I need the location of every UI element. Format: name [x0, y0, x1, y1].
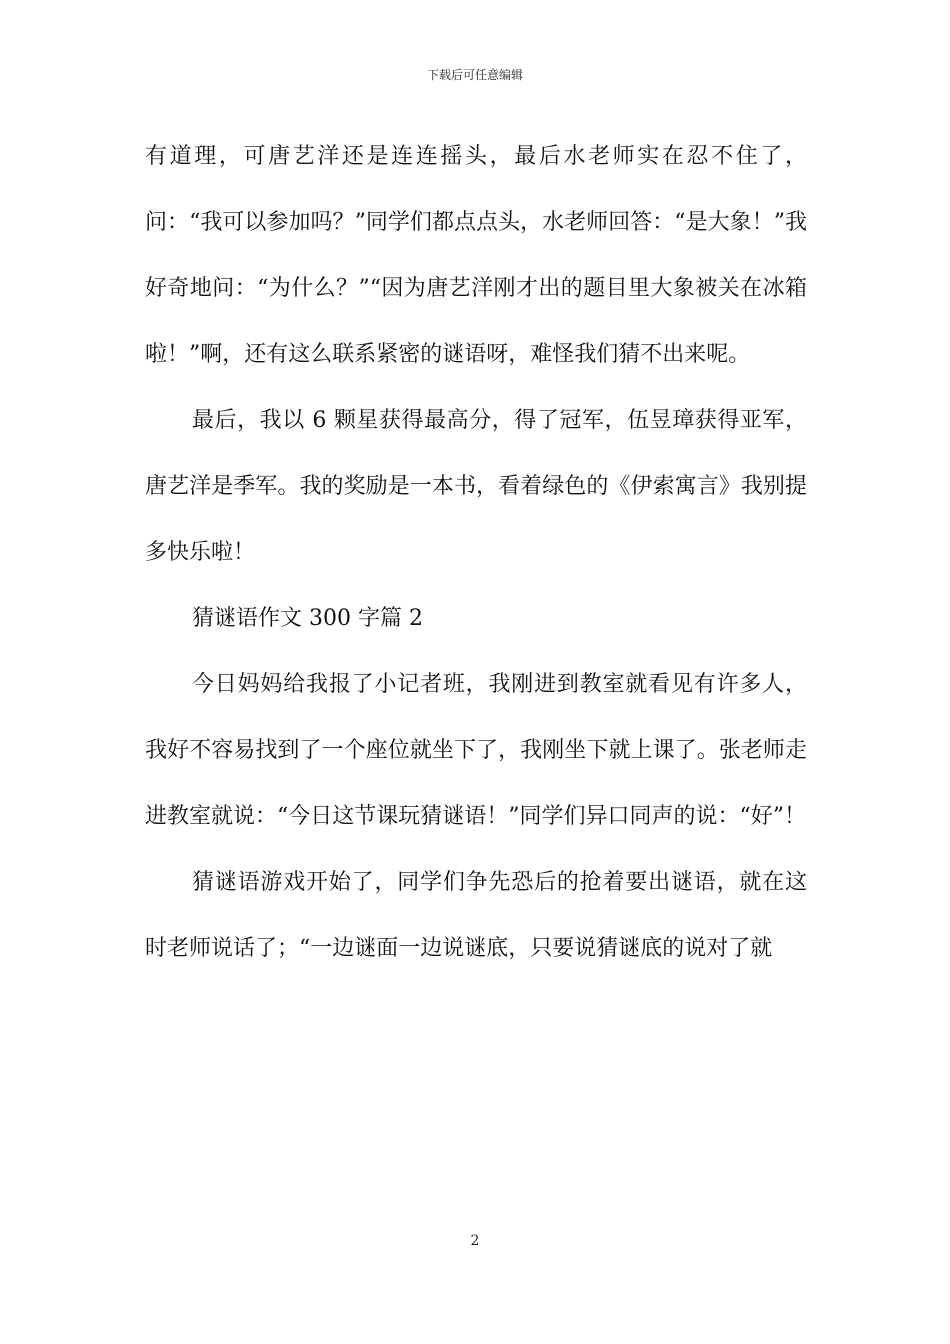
paragraph-intro: 今日妈妈给我报了小记者班，我刚进到教室就看见有许多人，我好不容易找到了一个座位就坐下了，我刚坐下就上课了。张老师走进教室就说：“今日这节课玩猜谜语！”同学们异口同声的说：“好”！	[145, 672, 807, 829]
paragraph-game-start: 猜谜语游戏开始了，同学们争先恐后的抢着要出谜语，就在这时老师说话了；“一边谜面一边说谜底，只要说猜谜底的说对了就	[145, 870, 807, 961]
paragraph-result: 最后，我以 6 颗星获得最高分，得了冠军，伍昱璋获得亚军，唐艺洋是季军。我的奖励是一本书，看着绿色的《伊索寓言》我别提多快乐啦！	[145, 408, 807, 565]
document-body	[145, 124, 807, 982]
page-number: 2	[470, 1233, 480, 1249]
paragraph-continuation: 有道理，可唐艺洋还是连连摇头，最后水老师实在忍不住了，问：“我可以参加吗？”同学们都点点头，水老师回答：“是大象！”我好奇地问：“为什么？”“因为唐艺洋刚才出的题目里大象被关在冰箱啦！”啊，还有这么联系紧密的谜语呀，难怪我们猜不出来呢。	[145, 144, 807, 367]
section-heading: 猜谜语作文 300 字篇 2	[192, 606, 423, 631]
page-header-note: 下载后可任意编辑	[426, 68, 523, 82]
